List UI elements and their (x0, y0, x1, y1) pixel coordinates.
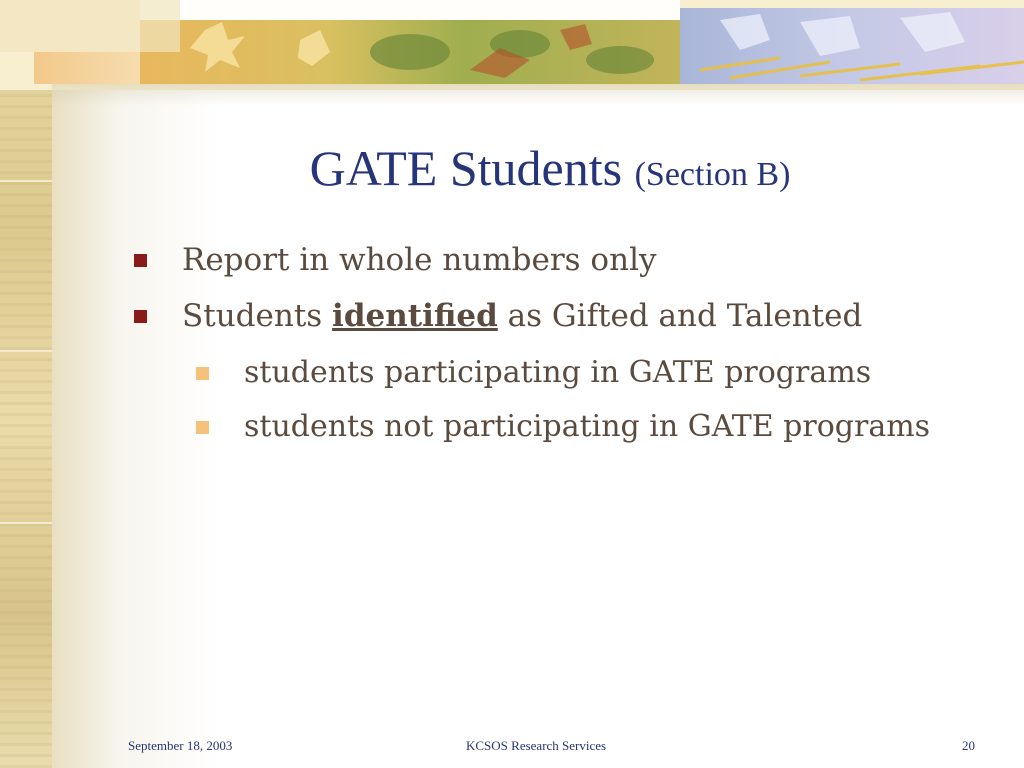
footer-date: September 18, 2003 (128, 738, 233, 753)
bullet-item (130, 296, 990, 336)
bullet-text-before: Students (182, 298, 323, 334)
title-subtitle: (Section B) (634, 156, 791, 193)
square-sub-bullet-icon (196, 367, 209, 380)
footer-org: KCSOS Research Services (466, 738, 607, 753)
footer-page-number: 20 (962, 738, 975, 753)
square-bullet-icon (134, 310, 147, 323)
sub-bullet-item (192, 352, 964, 394)
square-bullet-icon (134, 254, 147, 267)
slide-title (150, 138, 950, 205)
square-sub-bullet-icon (196, 421, 209, 434)
banner-shadow (52, 84, 1024, 106)
sub-bullet-text: students participating in GATE programs (244, 355, 872, 390)
bullet-text: Report in whole numbers only (182, 242, 657, 278)
bullet-emphasis: identified (332, 298, 498, 334)
bullet-list (130, 240, 990, 460)
sub-bullet-item (192, 406, 964, 448)
title-main: GATE Students (309, 140, 623, 196)
bullet-text-after: as Gifted and Talented (507, 298, 863, 334)
decorative-banner (0, 0, 1024, 90)
sub-bullet-text: students not participating in GATE programs (244, 409, 931, 444)
bullet-item (130, 240, 990, 280)
parchment-strip (0, 0, 52, 768)
